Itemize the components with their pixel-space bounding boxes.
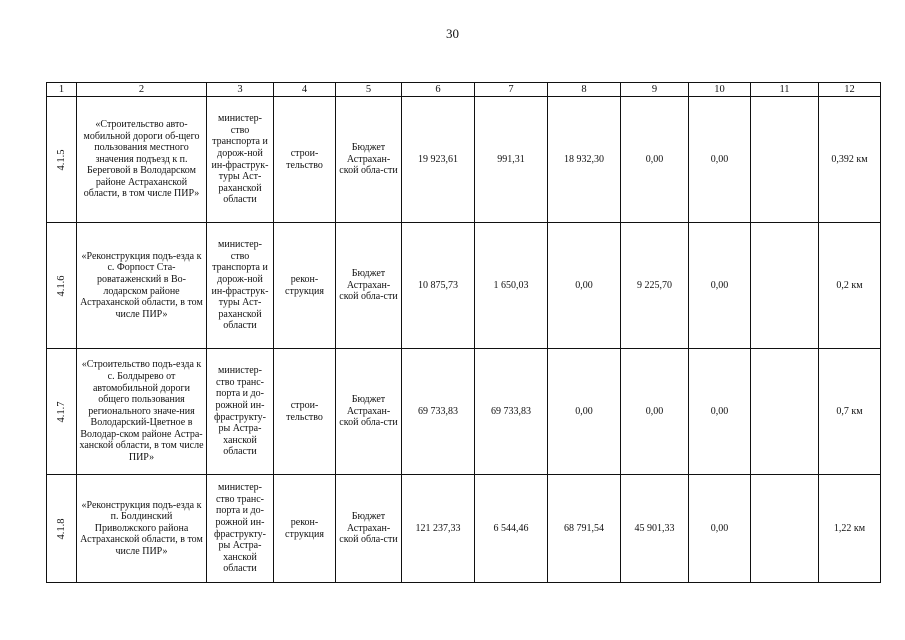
item-number-cell xyxy=(47,475,77,583)
funding-source: Бюджет Астрахан-ской обла-сти xyxy=(336,475,402,583)
amount-col6: 10 875,73 xyxy=(402,223,475,349)
work-type: рекон-струкция xyxy=(274,475,336,583)
executor: министер-ство транс-порта и до-рожной ин-фраструкту-ры Астра-ханской области xyxy=(207,349,274,475)
amount-col10: 0,00 xyxy=(689,97,751,223)
work-type: строи-тельство xyxy=(274,97,336,223)
item-name: «Строительство авто-мобильной дороги об-щего пользования местного значения подъезд к п. Береговой в Володарском районе Астраханской области, в том числе ПИР» xyxy=(77,97,207,223)
item-name: «Строительство подъ-езда к с. Болдырево от автомобильной дороги общего пользования регионального значе-ния Володарский-Цветное в Володар-ском районе Астра-ханской области, в том числе ПИР» xyxy=(77,349,207,475)
item-number: 4.1.8 xyxy=(55,518,67,539)
amount-col7: 6 544,46 xyxy=(475,475,548,583)
item-number: 4.1.5 xyxy=(55,149,67,170)
amount-col8: 0,00 xyxy=(548,223,621,349)
header-row xyxy=(47,83,881,97)
amount-col7: 69 733,83 xyxy=(475,349,548,475)
executor: министер-ство транс-порта и до-рожной ин-фраструкту-ры Астра-ханской области xyxy=(207,475,274,583)
header-cell-2: 2 xyxy=(77,83,207,97)
amount-col10: 0,00 xyxy=(689,223,751,349)
item-number-cell xyxy=(47,349,77,475)
table-row xyxy=(47,97,881,223)
header-cell-9: 9 xyxy=(621,83,689,97)
amount-col6: 121 237,33 xyxy=(402,475,475,583)
amount-col10: 0,00 xyxy=(689,475,751,583)
amount-col8: 0,00 xyxy=(548,349,621,475)
length-col12: 0,7 км xyxy=(819,349,881,475)
amount-col9: 0,00 xyxy=(621,349,689,475)
amount-col10: 0,00 xyxy=(689,349,751,475)
amount-col7: 991,31 xyxy=(475,97,548,223)
work-type: рекон-струкция xyxy=(274,223,336,349)
item-number-cell xyxy=(47,223,77,349)
table-row xyxy=(47,475,881,583)
amount-col11 xyxy=(751,97,819,223)
header-cell-11: 11 xyxy=(751,83,819,97)
amount-col8: 68 791,54 xyxy=(548,475,621,583)
work-type: строи-тельство xyxy=(274,349,336,475)
length-col12: 0,392 км xyxy=(819,97,881,223)
amount-col11 xyxy=(751,475,819,583)
header-cell-12: 12 xyxy=(819,83,881,97)
amount-col6: 69 733,83 xyxy=(402,349,475,475)
funding-source: Бюджет Астрахан-ской обла-сти xyxy=(336,97,402,223)
header-cell-1: 1 xyxy=(47,83,77,97)
item-number: 4.1.7 xyxy=(55,401,67,422)
page-number: 30 xyxy=(446,26,459,41)
table-row xyxy=(47,349,881,475)
executor: министер-ство транспорта и дорож-ной ин-фраструк-туры Аст-раханской области xyxy=(207,223,274,349)
amount-col9: 45 901,33 xyxy=(621,475,689,583)
length-col12: 0,2 км xyxy=(819,223,881,349)
item-name: «Реконструкция подъ-езда к п. Болдинский Приволжского района Астраханской области, в том числе ПИР» xyxy=(77,475,207,583)
item-number: 4.1.6 xyxy=(55,275,67,296)
amount-col7: 1 650,03 xyxy=(475,223,548,349)
amount-col9: 0,00 xyxy=(621,97,689,223)
executor: министер-ство транспорта и дорож-ной ин-фраструк-туры Аст-раханской области xyxy=(207,97,274,223)
item-name: «Реконструкция подъ-езда к с. Форпост Ста-роватаженский в Во-лодарском районе Астраханской области, в том числе ПИР» xyxy=(77,223,207,349)
header-cell-8: 8 xyxy=(548,83,621,97)
length-col12: 1,22 км xyxy=(819,475,881,583)
amount-col8: 18 932,30 xyxy=(548,97,621,223)
table-row xyxy=(47,223,881,349)
header-cell-10: 10 xyxy=(689,83,751,97)
header-cell-3: 3 xyxy=(207,83,274,97)
header-cell-7: 7 xyxy=(475,83,548,97)
header-cell-5: 5 xyxy=(336,83,402,97)
item-number-cell xyxy=(47,97,77,223)
amount-col11 xyxy=(751,223,819,349)
amount-col11 xyxy=(751,349,819,475)
amount-col6: 19 923,61 xyxy=(402,97,475,223)
amount-col9: 9 225,70 xyxy=(621,223,689,349)
header-cell-6: 6 xyxy=(402,83,475,97)
header-cell-4: 4 xyxy=(274,83,336,97)
funding-source: Бюджет Астрахан-ской обла-сти xyxy=(336,349,402,475)
program-table xyxy=(46,82,881,583)
funding-source: Бюджет Астрахан-ской обла-сти xyxy=(336,223,402,349)
